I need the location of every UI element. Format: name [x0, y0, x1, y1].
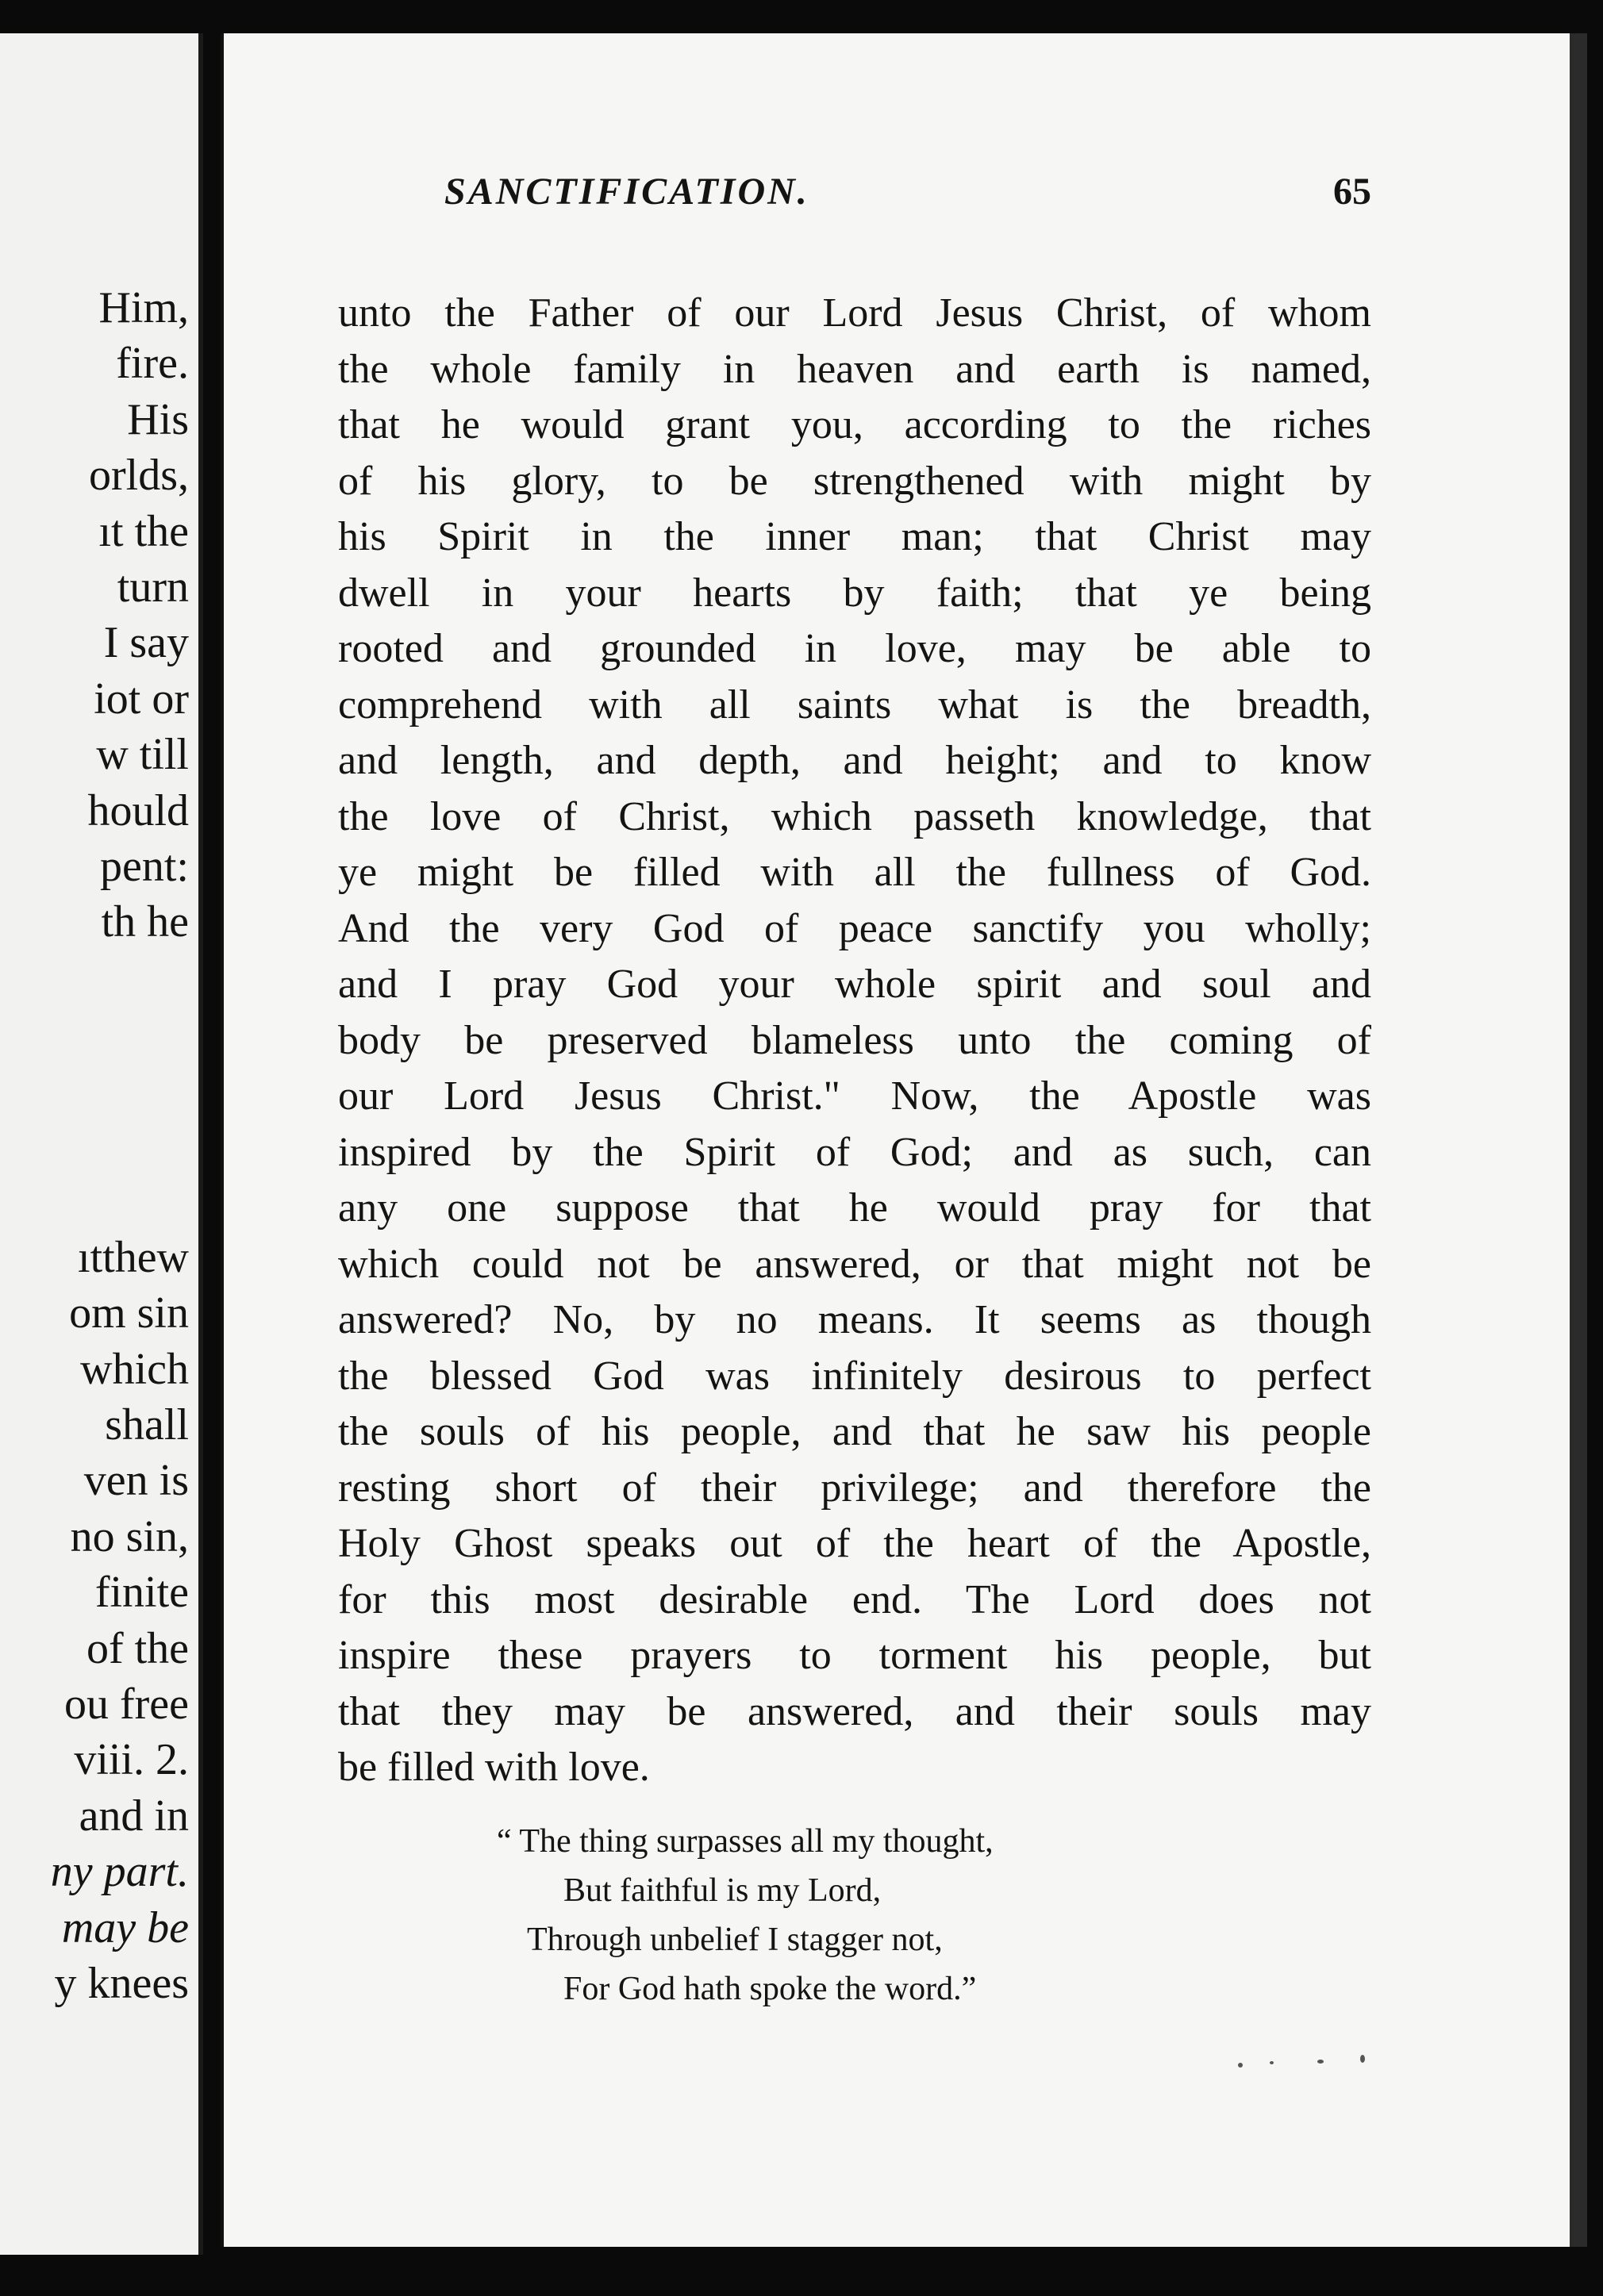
left-page-fragment: pent: — [100, 842, 189, 891]
body-line: ye might be filled with all the fullness of God. — [338, 850, 1371, 895]
left-page-fragment: which — [80, 1344, 189, 1394]
verse-line: But faithful is my Lord, — [563, 1872, 882, 1909]
left-page-fragment: I say — [103, 618, 189, 668]
body-line: And the very God of peace sanctify you wholly; — [338, 905, 1371, 951]
body-line: unto the Father of our Lord Jesus Christ, of whom — [338, 290, 1371, 336]
body-line: his Spirit in the inner man; that Christ may — [338, 514, 1371, 559]
left-page-fragment: of the — [86, 1623, 189, 1673]
left-facing-page — [0, 33, 203, 2255]
body-line: the love of Christ, which passeth knowledge, that — [338, 793, 1371, 839]
left-page-fragment: and in — [79, 1791, 189, 1841]
scan-speck — [1360, 2055, 1365, 2063]
body-line: be filled with love. — [338, 1745, 650, 1790]
body-line: that they may be answered, and their souls may — [338, 1688, 1371, 1734]
page-edge-shadow — [1570, 33, 1587, 2247]
body-line: any one suppose that he would pray for that — [338, 1185, 1371, 1231]
page-number: 65 — [1333, 171, 1371, 213]
left-page-fragment: finite — [94, 1568, 189, 1618]
verse-line: “ The thing surpasses all my thought, — [497, 1823, 994, 1860]
scan-speck — [1238, 2063, 1243, 2068]
left-page-fragment: ny part. — [50, 1847, 189, 1897]
left-page-fragment: om sin — [69, 1288, 189, 1338]
verse-line: Through unbelief I stagger not, — [527, 1922, 943, 1958]
left-page-fragment: ıt the — [98, 506, 189, 556]
body-line: resting short of their privilege; and therefore the — [338, 1465, 1371, 1511]
left-page-fragment: iot or — [94, 674, 189, 724]
body-line: comprehend with all saints what is the breadth, — [338, 682, 1371, 728]
body-line: our Lord Jesus Christ." Now, the Apostle was — [338, 1073, 1371, 1119]
left-page-fragment: may be — [61, 1902, 189, 1952]
left-page-fragment: His — [127, 394, 189, 444]
scan-speck — [1317, 2060, 1324, 2064]
body-line: the souls of his people, and that he saw his people — [338, 1409, 1371, 1454]
body-line: body be preserved blameless unto the coming of — [338, 1017, 1371, 1063]
body-line: the blessed God was infinitely desirous to perfect — [338, 1353, 1371, 1399]
verse-line: For God hath spoke the word.” — [563, 1971, 977, 2007]
left-page-fragment: w till — [96, 730, 189, 780]
left-page-fragment: shall — [105, 1400, 189, 1449]
left-page-fragment: viii. 2. — [74, 1735, 189, 1785]
left-page-fragment: ven is — [83, 1456, 189, 1506]
body-line: and I pray God your whole spirit and soul and — [338, 962, 1371, 1007]
body-line: inspired by the Spirit of God; and as such, can — [338, 1129, 1371, 1175]
body-line: rooted and grounded in love, may be able to — [338, 626, 1371, 671]
left-page-fragment: ıtthew — [78, 1232, 189, 1282]
body-line: for this most desirable end. The Lord does not — [338, 1576, 1371, 1622]
running-head — [444, 170, 1371, 225]
verse-quotation — [497, 1817, 1211, 2014]
left-page-fragment: Him, — [98, 283, 189, 332]
body-line: inspire these prayers to torment his people, but — [338, 1633, 1371, 1678]
body-line: that he would grant you, according to the riches — [338, 402, 1371, 447]
left-page-fragment: fire. — [116, 339, 189, 389]
page-gutter — [198, 33, 203, 2255]
body-line: the whole family in heaven and earth is named, — [338, 346, 1371, 392]
body-line: dwell in your hearts by faith; that ye being — [338, 570, 1371, 616]
body-line: answered? No, by no means. It seems as though — [338, 1297, 1371, 1342]
body-line: Holy Ghost speaks out of the heart of the Apostle, — [338, 1521, 1371, 1566]
body-line: which could not be answered, or that might not be — [338, 1241, 1371, 1287]
left-page-fragment: th he — [101, 897, 189, 947]
left-page-fragment: y knees — [54, 1959, 189, 2008]
left-page-fragment: ou free — [63, 1680, 189, 1729]
left-page-fragment: hould — [87, 785, 189, 835]
left-page-fragment: no sin, — [70, 1511, 189, 1561]
scan-speck — [1270, 2061, 1274, 2064]
body-text — [338, 286, 1371, 1796]
body-line: and length, and depth, and height; and to know — [338, 738, 1371, 783]
body-line: of his glory, to be strengthened with might by — [338, 458, 1371, 504]
left-page-fragment: orlds, — [89, 451, 189, 501]
left-page-fragment: turn — [117, 562, 189, 612]
running-title: SANCTIFICATION. — [444, 171, 809, 213]
